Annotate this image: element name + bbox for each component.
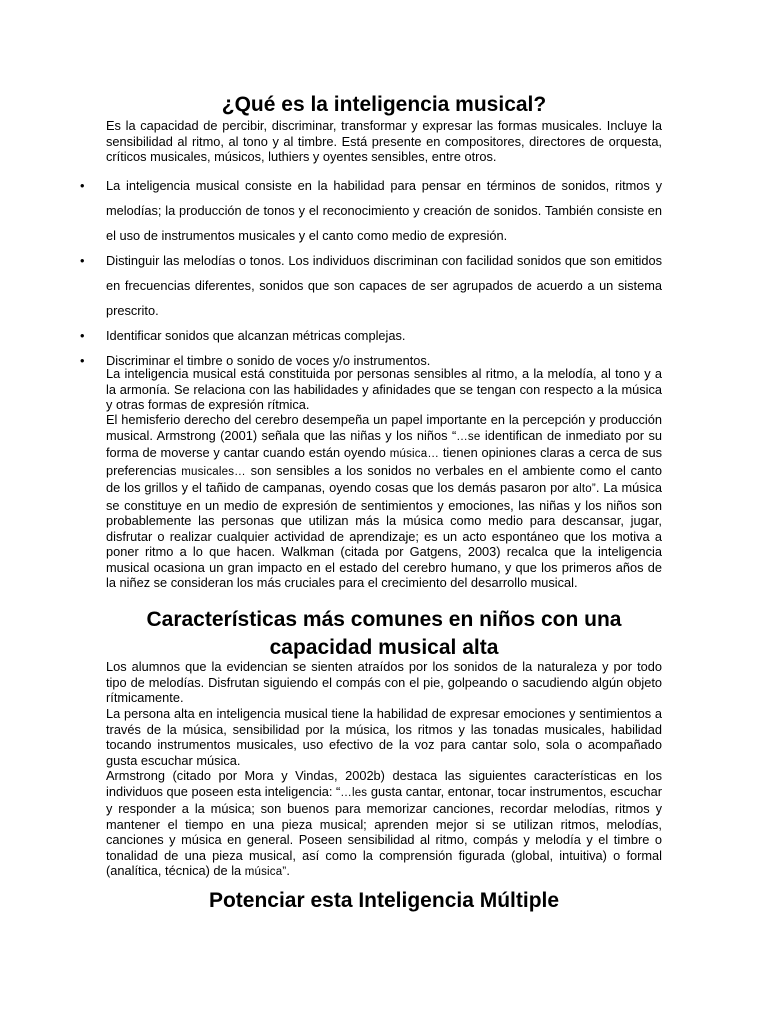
body-paragraph: La inteligencia musical está constituida por personas sensibles al ritmo, a la melodía, al tono y a la armonía. Se relaciona con las habilidades y afinidades que se tengan con respecto a la música y otras formas de expresión rítmica. [106, 366, 662, 412]
body-paragraph: Los alumnos que la evidencian se sienten atraídos por los sonidos de la naturaleza y por todo tipo de melodías. Disfrutan siguiendo el compás con el pie, golpeando o sacudiendo algún objeto rítmicamente. [106, 659, 662, 705]
text-run: El hemisferio derecho del cerebro desempeña un papel importante en la percepción y producción musical. Armstrong (2001) señala que las niñas y los niños “ [106, 412, 662, 443]
bullet-list [80, 173, 662, 373]
body-paragraph [106, 768, 662, 881]
text-run: gusta cantar, entonar, tocar instrumentos, escuchar y responder a la música; son buenos para memorizar canciones, recordar melodías, ritmos y mantener el tiempo en una pieza musical; aprenden mejor si se utilizan ritmos, melodías, canciones y música en general. Poseen sensibilidad al ritmo, compás y melodía y el timbre o tonalidad de una pieza musical, así como la comprensión figurada (global, intuitiva) o formal (analítica, técnica) de la [106, 783, 662, 878]
quote-run: …les [340, 786, 368, 799]
body-paragraph [106, 412, 662, 591]
bullet-icon: • [80, 353, 85, 368]
bullet-icon: • [80, 253, 85, 268]
bullet-icon: • [80, 178, 85, 193]
quote-run: alto” [572, 483, 596, 495]
text-run: son sensibles a los sonidos no verbales en el ambiente como el canto de los grillos y el tañido de campanas, oyendo cosas que los demás pasaron por [106, 462, 662, 495]
list-item-text: Discriminar el timbre o sonido de voces y/o instrumentos. [106, 353, 431, 368]
text-run: tienen opiniones claras a cerca de sus preferencias [106, 445, 662, 478]
text-run: . La música se constituye en un medio de expresión de sentimientos y emociones, las niñas y los niños son probablemente las personas que utilizan más la música como medio para descansar, jugar, disfrutar o realizar cualquier actividad de aprendizaje; es un acto espontáneo que los motiva a poner ritmo a lo que hacen. Walkman (citada por Gatgens, 2003) recalca que la inteligencia musical ocasiona un gran impacto en el estado del cerebro humano, y que los primeros años de la niñez se consideran los más cruciales para el crecimiento del desarrollo musical. [106, 480, 662, 590]
text-run: . [286, 863, 290, 878]
list-item [80, 248, 662, 323]
list-item [80, 173, 662, 248]
section-title-potenciar: Potenciar esta Inteligencia Múltiple [208, 889, 560, 912]
quote-run: …se [456, 430, 481, 443]
list-item-text: La inteligencia musical consiste en la habilidad para pensar en términos de sonidos, ritmos y melodías; la producción de tonos y el reconocimiento y creación de sonidos. También consiste en el uso de instrumentos musicales y el canto como medio de expresión. [106, 178, 662, 243]
bullet-icon: • [80, 328, 85, 343]
list-item [80, 323, 662, 348]
list-item-text: Identificar sonidos que alcanzan métricas complejas. [106, 328, 406, 343]
quote-run: musicales… [181, 465, 246, 478]
text-run: identifican de inmediato por su forma de moverse y cantar cuando están oyendo [106, 427, 662, 460]
list-item-text: Distinguir las melodías o tonos. Los individuos discriminan con facilidad sonidos que son emitidos en frecuencias diferentes, sonidos que son capaces de ser agrupados de acuerdo a un sistema prescrito. [106, 253, 662, 318]
quote-run: música” [244, 866, 287, 878]
intro-paragraph: Es la capacidad de percibir, discriminar, transformar y expresar las formas musicales. Incluye la sensibilidad al ritmo, al tono y al timbre. Está presente en compositores, directores de orquesta, críticos musicales, músicos, luthiers y oyentes sensibles, entre otros. [106, 118, 662, 164]
body-paragraph: La persona alta en inteligencia musical tiene la habilidad de expresar emociones y sentimientos a través de la música, sensibilidad por la música, los ritmos y las tonadas musicales, habilidad tocando instrumentos musicales, uso efectivo de la voz para cantar solo, sola o acompañado gusta escuchar música. [106, 706, 662, 768]
section-title-inteligencia-musical: ¿Qué es la inteligencia musical? [221, 93, 547, 116]
quote-run: música… [389, 448, 440, 460]
section-title-caracteristicas: Características más comunes en niños con una capacidad musical alta [146, 608, 622, 659]
text-run: Armstrong (citado por Mora y Vindas, 2002b) destaca las siguientes características en los individuos que poseen esta inteligencia: “ [106, 768, 662, 799]
